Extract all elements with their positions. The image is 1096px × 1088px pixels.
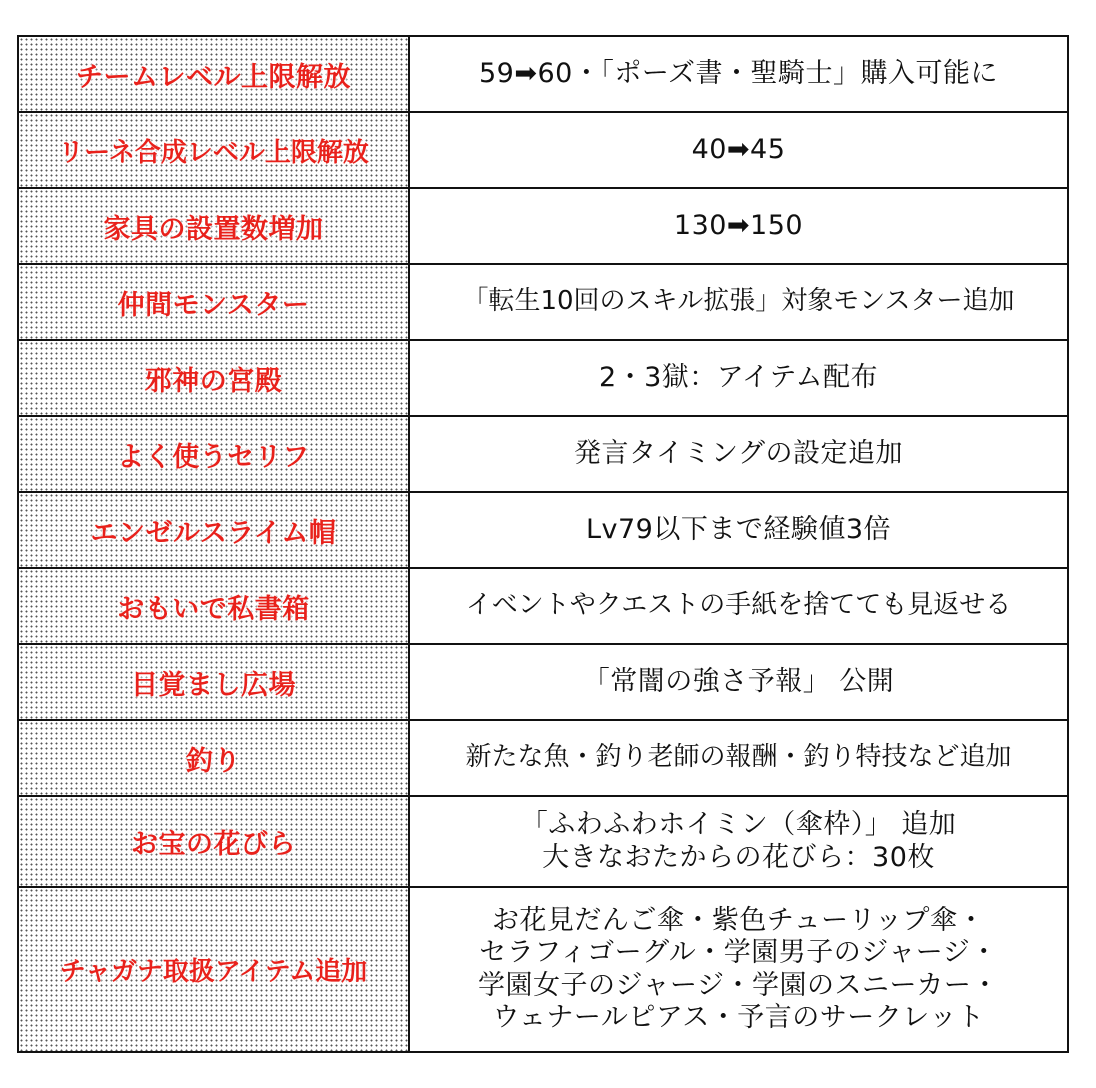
row-label: チャガナ取扱アイテム追加 [18,887,409,1052]
update-table [17,35,1069,1053]
value-line: セラフィゴーグル・学園男子のジャージ・ [479,937,998,969]
row-label: リーネ合成レベル上限解放 [18,112,409,188]
row-label: チームレベル上限解放 [18,36,409,112]
table-row [18,340,1068,416]
row-label: エンゼルスライム帽 [18,492,409,568]
table-row [18,796,1068,887]
row-value [409,887,1068,1052]
value-line: 40➡45 [691,133,786,165]
value-line: 59➡60・「ポーズ書・聖騎士」購入可能に [479,57,998,89]
value-line: 「常闇の強さ予報」 公開 [582,665,895,697]
row-label: 仲間モンスター [18,264,409,340]
row-label: よく使うセリフ [18,416,409,492]
value-line: イベントやクエストの手紙を捨てても見返せる [465,590,1012,621]
table-row [18,887,1068,1052]
row-value [409,644,1068,720]
value-line: 2・3獄：アイテム配布 [598,361,879,393]
table-row [18,264,1068,340]
value-line: 発言タイミングの設定追加 [574,437,903,469]
row-value [409,796,1068,887]
row-value [409,416,1068,492]
value-line: ウェナールピアス・予言のサークレット [492,1001,985,1033]
row-value [409,492,1068,568]
row-value [409,568,1068,644]
row-label: 釣り [18,720,409,796]
table-row [18,644,1068,720]
row-value [409,36,1068,112]
value-line: お花見だんご傘・紫色チューリップ傘・ [491,904,986,936]
value-line: 「ふわふわホイミン（傘枠）」 追加 [520,809,957,841]
row-label: お宝の花びら [18,796,409,887]
table-row [18,568,1068,644]
row-value [409,720,1068,796]
update-table-container [17,35,1069,1053]
table-row [18,188,1068,264]
row-value [409,264,1068,340]
table-row [18,36,1068,112]
row-label: 目覚まし広場 [18,644,409,720]
table-row [18,416,1068,492]
row-value [409,188,1068,264]
table-row [18,492,1068,568]
row-label: 家具の設置数増加 [18,188,409,264]
value-line: 新たな魚・釣り老師の報酬・釣り特技など追加 [465,742,1012,773]
value-line: Lv79以下まで経験値3倍 [585,513,892,545]
row-value [409,340,1068,416]
value-line: 「転生10回のスキル拡張」対象モンスター追加 [462,286,1015,317]
row-value [409,112,1068,188]
value-line: 130➡150 [673,209,804,241]
row-label: おもいで私書箱 [18,568,409,644]
table-row [18,112,1068,188]
table-row [18,720,1068,796]
value-line: 学園女子のジャージ・学園のスニーカー・ [478,969,999,1001]
row-label: 邪神の宮殿 [18,340,409,416]
value-line: 大きなおたからの花びら：30枚 [542,841,935,873]
